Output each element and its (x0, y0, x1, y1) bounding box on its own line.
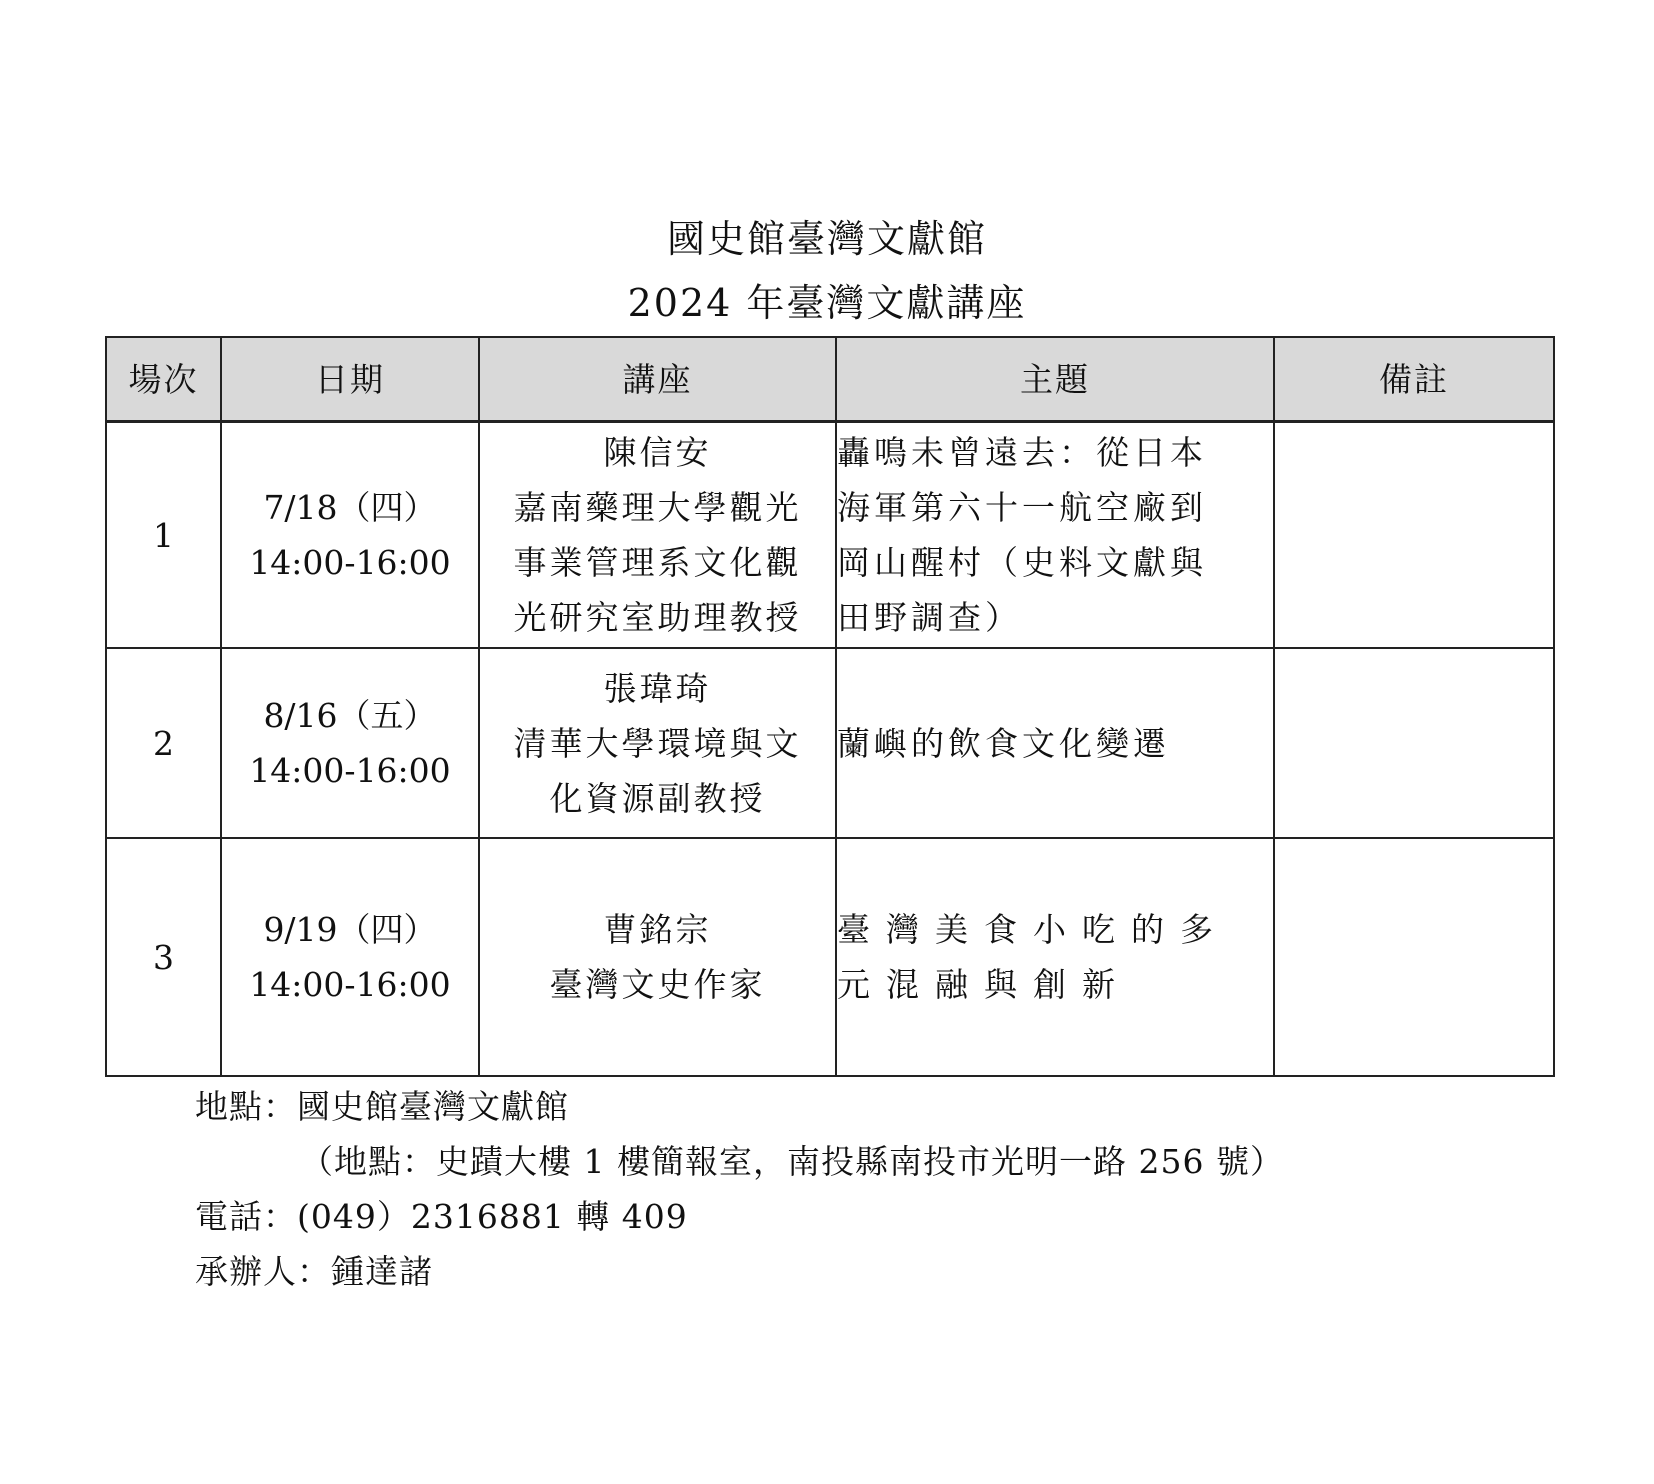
note-cell (1274, 838, 1554, 1076)
speaker-name: 曹銘宗 (603, 910, 712, 949)
topic-text: 岡山醒村（史料文獻與 (837, 543, 1207, 582)
header-lecture: 講座 (479, 337, 836, 422)
session-number: 1 (106, 422, 221, 649)
date-cell (221, 422, 479, 649)
table-header-row (106, 337, 1554, 422)
table-row (106, 838, 1554, 1076)
lecture-cell (479, 648, 836, 838)
phone-text: 電話：(049）2316881 轉 409 (195, 1197, 688, 1236)
speaker-affiliation: 清華大學環境與文 (513, 723, 802, 763)
document-subtitle: 2024 年臺灣文獻講座 (627, 281, 1027, 325)
topic-text: 臺灣美食小吃的多 (837, 910, 1229, 949)
topic-text: 轟鳴未曾遠去：從日本 (837, 433, 1207, 472)
header-topic: 主題 (836, 337, 1274, 422)
speaker-affiliation: 臺灣文史作家 (549, 965, 766, 1004)
topic-text: 海軍第六十一航空廠到 (837, 488, 1207, 527)
lecture-cell (479, 422, 836, 649)
time-text: 14:00-16:00 (249, 965, 451, 1004)
time-text: 14:00-16:00 (249, 543, 451, 582)
header-session: 場次 (106, 337, 221, 422)
venue-detail-text: （地點：史蹟大樓 1 樓簡報室，南投縣南投市光明一路 256 號） (300, 1142, 1284, 1181)
lecture-schedule-table (105, 336, 1555, 1077)
note-cell (1274, 422, 1554, 649)
date-cell (221, 648, 479, 838)
document-title: 國史館臺灣文獻館 (666, 217, 987, 261)
header-date: 日期 (221, 337, 479, 422)
speaker-affiliation: 事業管理系文化觀 (513, 543, 802, 582)
organizer-text: 承辦人：鍾達諸 (195, 1252, 433, 1291)
topic-cell (836, 838, 1274, 1076)
date-text: 7/18（四） (263, 488, 437, 527)
venue-text: 地點：國史館臺灣文獻館 (195, 1087, 569, 1126)
topic-text: 蘭嶼的飲食文化變遷 (837, 723, 1170, 763)
time-text: 14:00-16:00 (249, 751, 451, 790)
table-row (106, 648, 1554, 838)
header-note: 備註 (1274, 337, 1554, 422)
speaker-affiliation: 光研究室助理教授 (513, 598, 802, 637)
session-number: 2 (106, 648, 221, 838)
topic-text: 元混融與創新 (837, 965, 1131, 1004)
date-cell (221, 838, 479, 1076)
speaker-affiliation: 嘉南藥理大學觀光 (513, 488, 802, 527)
topic-cell (836, 648, 1274, 838)
topic-cell (836, 422, 1274, 649)
speaker-name: 張瑋琦 (603, 668, 712, 708)
date-text: 8/16（五） (263, 696, 437, 735)
speaker-name: 陳信安 (603, 433, 712, 472)
note-cell (1274, 648, 1554, 838)
lecture-cell (479, 838, 836, 1076)
date-text: 9/19（四） (263, 910, 437, 949)
session-number: 3 (106, 838, 221, 1076)
table-row (106, 422, 1554, 649)
topic-text: 田野調查） (837, 598, 1022, 637)
speaker-affiliation: 化資源副教授 (549, 778, 766, 818)
